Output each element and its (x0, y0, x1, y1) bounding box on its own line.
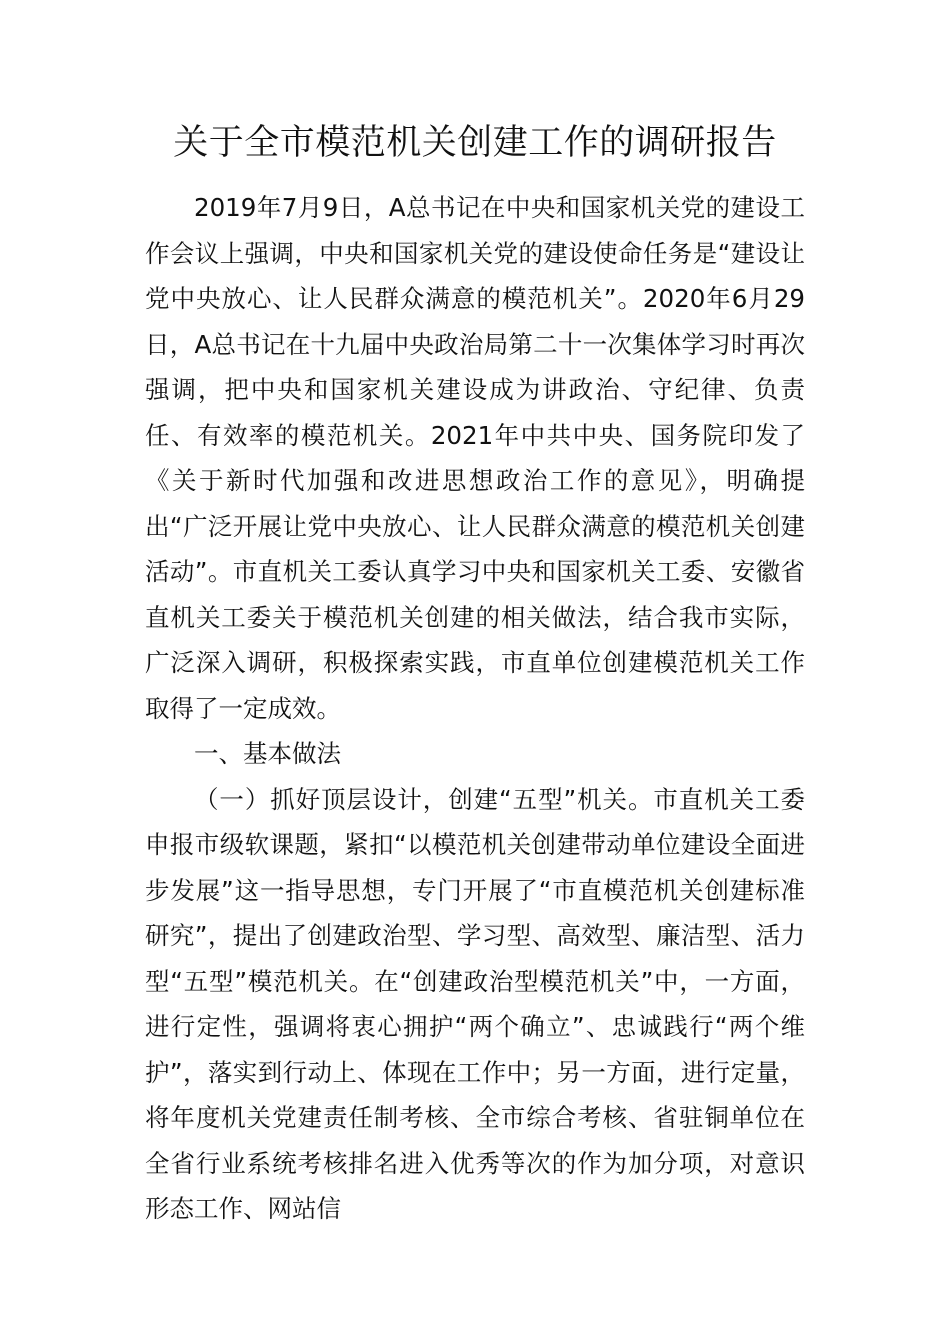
document-body (145, 185, 805, 1232)
document-title: 关于全市模范机关创建工作的调研报告 (173, 123, 777, 163)
section-heading: 一、基本做法 (194, 739, 341, 768)
subsection-paragraph: （一）抓好顶层设计，创建“五型”机关。市直机关工委申报市级软课题，紧扣“以模范机关创建带动单位建设全面进步发展”这一指导思想，专门开展了“市直模范机关创建标准研究”，提出了创建政治型、学习型、高效型、廉洁型、活力型“五型”模范机关。在“创建政治型模范机关”中，一方面，进行定性，强调将衷心拥护“两个确立”、忠诚践行“两个维护”，落实到行动上、体现在工作中；另一方面，进行定量，将年度机关党建责任制考核、全市综合考核、省驻铜单位在全省行业系统考核排名进入优秀等次的作为加分项，对意识形态工作、网站信 (145, 784, 805, 1223)
intro-paragraph: 2019年7月9日，A总书记在中央和国家机关党的建设工作会议上强调，中央和国家机关党的建设使命任务是“建设让党中央放心、让人民群众满意的模范机关”。2020年6月29日，A总书记在十九届中央政治局第二十一次集体学习时再次强调，把中央和国家机关建设成为讲政治、守纪律、负责任、有效率的模范机关。2021年中共中央、国务院印发了《关于新时代加强和改进思想政治工作的意见》，明确提出“广泛开展让党中央放心、让人民群众满意的模范机关创建活动”。市直机关工委认真学习中央和国家机关工委、安徽省直机关工委关于模范机关创建的相关做法，结合我市实际，广泛深入调研，积极探索实践，市直单位创建模范机关工作取得了一定成效。 (145, 193, 805, 723)
